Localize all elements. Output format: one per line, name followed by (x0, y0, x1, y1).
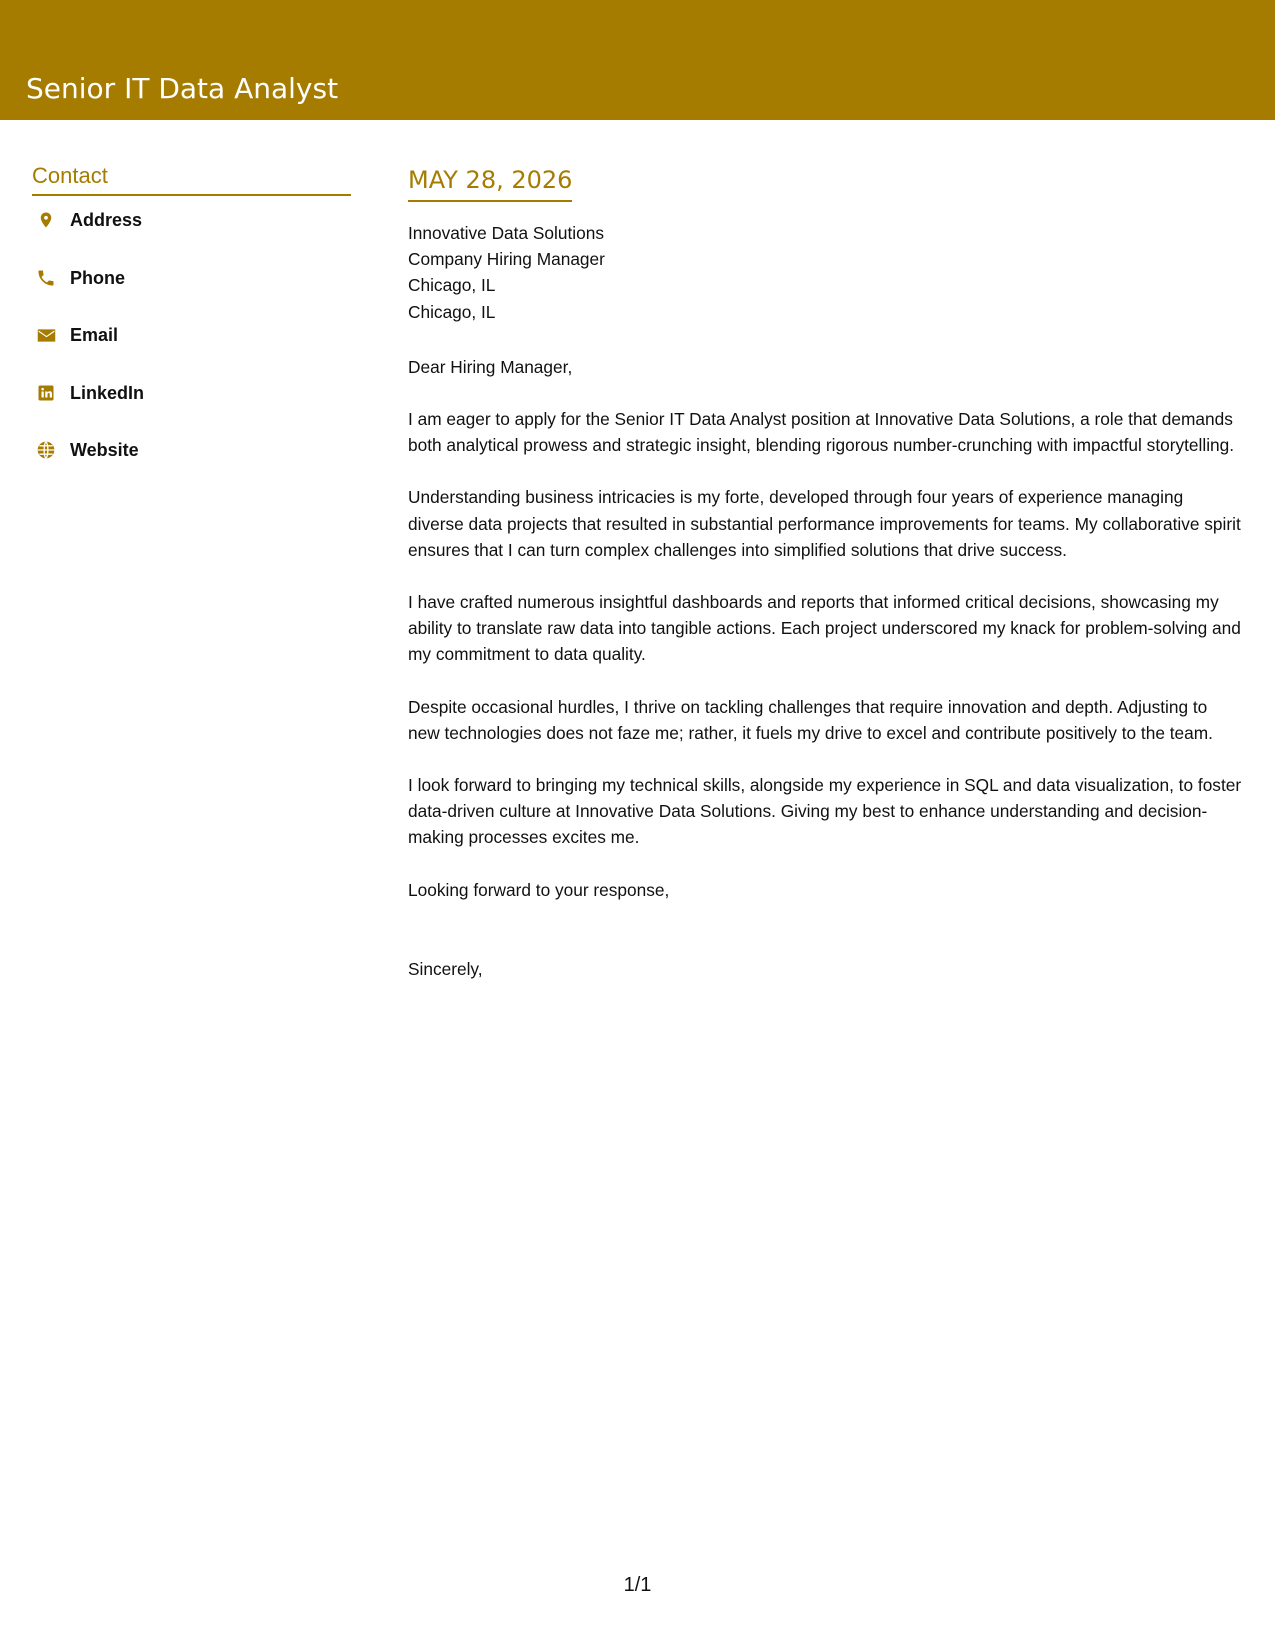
recipient-address-line: Chicago, IL (408, 301, 496, 322)
contact-item-website (32, 438, 352, 496)
page-number: 1/1 (623, 1574, 652, 1596)
signoff: Sincerely, (408, 958, 483, 979)
letter-paragraph: I am eager to apply for the Senior IT Data Analyst position at Innovative Data Solutions, a role that demands both analytical prowess and strategic insight, blending rigorous number-crunching with impactful storytelling. (408, 409, 1235, 456)
recipient-address-line: Chicago, IL (408, 275, 496, 296)
letter-paragraph: Understanding business intricacies is my forte, developed through four years of experience managing diverse data projects that resulted in substantial performance improvements for teams. My collaborative spirit ensures that I can turn complex challenges into simplified solutions that drive success. (408, 487, 1241, 560)
globe-icon (33, 438, 59, 462)
letter-paragraph: I look forward to bringing my technical skills, alongside my experience in SQL and data visualization, to foster data-driven culture at Innovative Data Solutions. Giving my best to enhance understanding and decision-making processes excites me. (408, 775, 1242, 848)
contact-label-website: Website (70, 440, 139, 460)
contact-sidebar (32, 162, 352, 496)
letter-paragraph: Despite occasional hurdles, I thrive on tackling challenges that require innovation and depth. Adjusting to new technologies does not faze me; rather, it fuels my drive to excel and contribute positively to the team. (408, 696, 1213, 743)
envelope-icon (33, 323, 59, 347)
phone-icon (33, 266, 59, 290)
recipient-contact: Company Hiring Manager (408, 249, 605, 270)
page-title: Senior IT Data Analyst (26, 72, 339, 105)
letter-paragraph: I have crafted numerous insightful dashboards and reports that informed critical decisions, showcasing my ability to translate raw data into tangible actions. Each project underscored my knack for problem-solving and my commitment to data quality. (408, 592, 1241, 665)
contact-label-address: Address (70, 210, 143, 230)
recipient-company: Innovative Data Solutions (408, 223, 604, 243)
location-pin-icon (33, 208, 59, 232)
header-banner (0, 0, 1275, 120)
salutation: Dear Hiring Manager, (408, 356, 573, 377)
contact-item-email (32, 323, 352, 381)
contact-heading: Contact (32, 162, 351, 196)
linkedin-icon (33, 381, 59, 405)
contact-label-linkedin: LinkedIn (70, 382, 145, 403)
contact-item-phone (32, 266, 352, 324)
contact-label-email: Email (70, 325, 119, 345)
cover-letter-body (408, 165, 1243, 982)
contact-item-linkedin (32, 381, 352, 439)
contact-item-address (32, 208, 352, 266)
closing-line: Looking forward to your response, (408, 879, 670, 900)
contact-list (32, 208, 352, 496)
recipient-block (408, 220, 1243, 325)
contact-label-phone: Phone (70, 267, 126, 288)
letter-date: MAY 28, 2026 (408, 165, 572, 202)
